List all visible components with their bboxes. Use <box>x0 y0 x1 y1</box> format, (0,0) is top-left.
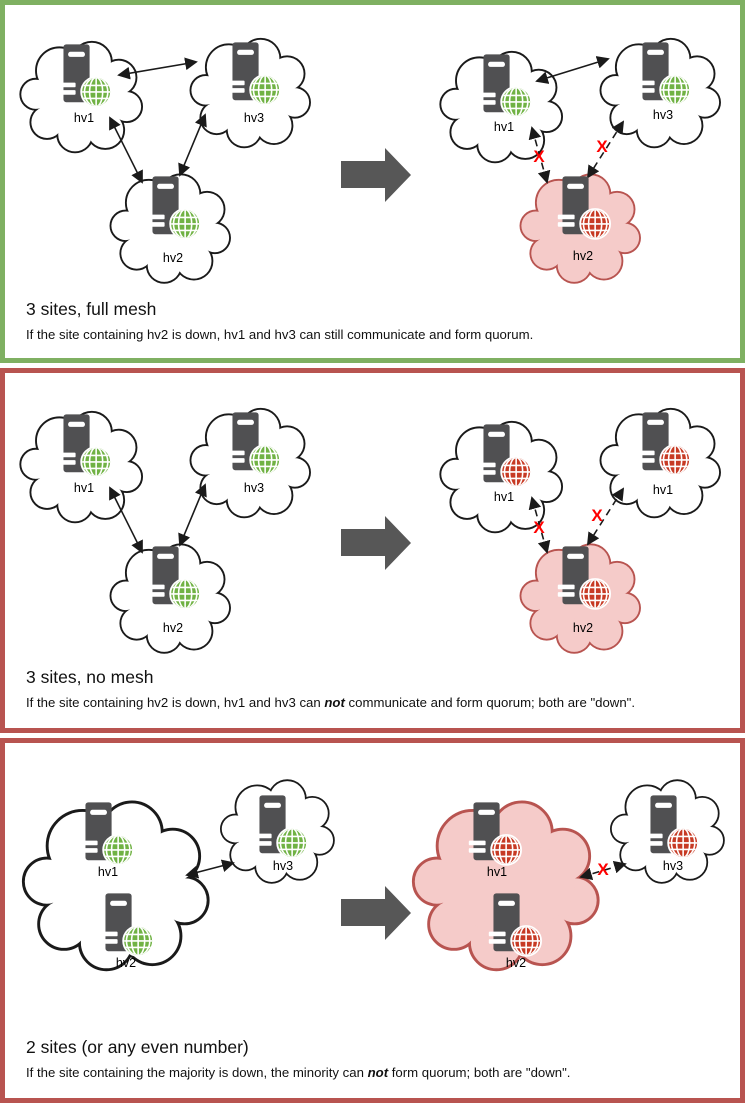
link-hv3-hv2 <box>180 115 205 175</box>
link-hv1-hv3 <box>537 59 608 81</box>
caption-body-text: form quorum; both are "down". <box>388 1065 571 1081</box>
caption-title: 3 sites, full mesh <box>26 299 157 319</box>
caption-body-text: If the site containing hv2 is down, hv1 and hv3 can <box>26 695 325 711</box>
node-label: hv3 <box>662 859 684 873</box>
x-mark: X <box>533 147 545 166</box>
caption <box>5 1035 740 1081</box>
caption-body <box>26 1064 719 1081</box>
diagram-no-mesh <box>5 373 740 665</box>
caption-body-text: If the site containing the majority is down, the minority can <box>26 1065 368 1081</box>
x-mark: X <box>597 860 609 879</box>
caption-body-text: If the site containing hv2 is down, hv1 and hv3 can still communicate and form quorum. <box>26 327 534 343</box>
x-mark: X <box>533 518 545 537</box>
caption-body <box>26 694 719 711</box>
caption-body-text: communicate and form quorum; both are "down". <box>344 695 635 711</box>
caption <box>5 297 740 343</box>
link-hv3-hv2 <box>180 485 205 545</box>
node-label: hv2 <box>162 251 184 265</box>
x-mark: X <box>596 137 608 156</box>
node-label: hv3 <box>272 859 294 873</box>
diagram-full-mesh <box>5 5 740 297</box>
caption-body <box>26 326 719 343</box>
transition-arrow-icon <box>341 886 411 940</box>
node-label: hv2 <box>572 249 594 263</box>
diagram-two-sites <box>5 743 740 1035</box>
caption <box>5 665 740 711</box>
node-label: hv1 <box>493 120 515 134</box>
node-label: hv1 <box>486 865 508 879</box>
panel-full-mesh <box>0 0 745 363</box>
caption-body-em: not <box>324 695 345 711</box>
node-label: hv1 <box>97 865 119 879</box>
x-mark: X <box>591 506 603 525</box>
panel-two-sites <box>0 738 745 1103</box>
node-label: hv1 <box>73 481 95 495</box>
transition-arrow-icon <box>341 148 411 202</box>
caption-title: 2 sites (or any even number) <box>26 1037 249 1057</box>
node-label: hv2 <box>115 956 137 970</box>
node-label: hv3 <box>243 111 265 125</box>
node-label: hv1 <box>73 111 95 125</box>
link-hv1-hv2 <box>110 488 142 552</box>
node-label: hv2 <box>162 621 184 635</box>
panel-no-mesh <box>0 368 745 733</box>
node-label: hv2 <box>505 956 527 970</box>
node-label: hv3 <box>243 481 265 495</box>
link-hv1-hv2 <box>110 118 142 182</box>
node-label: hv2 <box>572 621 594 635</box>
node-label: hv1 <box>493 490 515 504</box>
node-label: hv1 <box>652 483 674 497</box>
transition-arrow-icon <box>341 516 411 570</box>
caption-title: 3 sites, no mesh <box>26 667 154 687</box>
node-label: hv3 <box>652 108 674 122</box>
caption-body-em: not <box>367 1065 389 1081</box>
